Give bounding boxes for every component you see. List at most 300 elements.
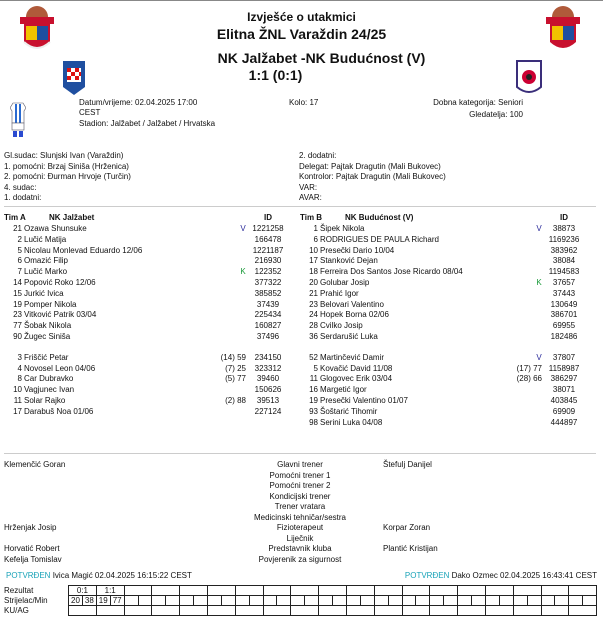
player-role-marker: V bbox=[536, 352, 542, 362]
player-name: Friščić Petar bbox=[24, 352, 69, 362]
score-cell bbox=[235, 586, 263, 596]
substitution-info: (7) 25 bbox=[225, 363, 246, 373]
scorer-minute-split bbox=[430, 596, 457, 605]
score-cell bbox=[69, 596, 97, 606]
player-row bbox=[300, 363, 590, 374]
score-table bbox=[68, 585, 597, 616]
scorer-minute-split bbox=[97, 596, 124, 605]
player-number: 10 bbox=[13, 385, 22, 395]
score-cell bbox=[458, 606, 486, 616]
scorer-part bbox=[458, 596, 472, 605]
scorer-part bbox=[333, 596, 346, 605]
score-cell bbox=[180, 606, 208, 616]
player-name: Vagjunec Ivan bbox=[24, 385, 75, 395]
player-number: 36 bbox=[309, 332, 318, 341]
player-row bbox=[4, 406, 294, 417]
player-row bbox=[4, 320, 294, 331]
score-cell bbox=[180, 586, 208, 596]
scorer-minute-split bbox=[347, 596, 374, 605]
team-name: NK Jalžabet bbox=[49, 213, 95, 222]
score-cell bbox=[569, 596, 597, 606]
player-number: 1 bbox=[313, 224, 318, 233]
score-cell bbox=[541, 586, 569, 596]
player-name: Serdarušić Luka bbox=[320, 332, 378, 341]
score-cell bbox=[152, 586, 180, 596]
staff-role: Pomoćni trener 2 bbox=[269, 481, 331, 490]
match-stadium: Stadion: Jalžabet / Jalžabet / Hrvatska bbox=[79, 119, 216, 128]
player-number: 15 bbox=[13, 288, 22, 298]
scorer-part bbox=[472, 596, 485, 605]
team-name: NK Budućnost (V) bbox=[345, 213, 414, 222]
confirmation-team-b bbox=[405, 571, 597, 580]
player-name: Šipek Nikola bbox=[320, 224, 365, 233]
scorer-part bbox=[208, 596, 222, 605]
player-number: 10 bbox=[309, 245, 318, 255]
player-row bbox=[4, 363, 294, 374]
player-id: 227124 bbox=[254, 406, 282, 416]
staff-name-team-b: Plantić Kristijan bbox=[383, 544, 438, 553]
player-name: Vitković Patrik 03/04 bbox=[24, 310, 97, 320]
player-row bbox=[4, 331, 294, 342]
player-row bbox=[300, 309, 590, 320]
player-id: 444897 bbox=[550, 417, 578, 427]
official-line: 1. pomoćni: Brzaj Siniša (Hrženica) bbox=[4, 161, 129, 171]
player-id: 1158987 bbox=[548, 363, 580, 373]
player-row bbox=[300, 331, 590, 342]
player-row bbox=[300, 395, 590, 406]
player-row bbox=[300, 406, 590, 417]
player-number: 6 bbox=[17, 256, 22, 266]
player-number: 24 bbox=[309, 310, 318, 320]
player-row bbox=[4, 395, 294, 406]
player-name: Novosel Leon 04/06 bbox=[24, 363, 96, 373]
score-cell bbox=[235, 596, 263, 606]
player-id: 216930 bbox=[254, 256, 282, 266]
staff-role: Medicinski tehničar/sestra bbox=[253, 512, 347, 522]
score-cell bbox=[180, 596, 208, 606]
divider bbox=[4, 206, 596, 207]
staff-role: Predstavnik kluba bbox=[268, 544, 332, 553]
player-id: 1194583 bbox=[548, 267, 580, 277]
player-id: 39460 bbox=[256, 374, 280, 384]
player-row bbox=[4, 266, 294, 277]
player-id: 323312 bbox=[254, 363, 282, 373]
kit-icon bbox=[10, 102, 26, 138]
player-id: 37807 bbox=[552, 352, 576, 362]
score-cell bbox=[541, 606, 569, 616]
score-table-row bbox=[69, 596, 597, 606]
player-id: 234150 bbox=[254, 352, 282, 362]
score-cell bbox=[235, 606, 263, 616]
substitution-info: (28) 66 bbox=[516, 374, 542, 384]
player-id: 130649 bbox=[550, 299, 578, 309]
official-line: VAR: bbox=[299, 182, 318, 192]
player-number: 16 bbox=[309, 385, 318, 395]
player-number: 77 bbox=[13, 321, 22, 331]
confirmed-status: POTVRĐEN bbox=[404, 571, 450, 580]
scorer-part bbox=[416, 596, 429, 605]
scorer-part bbox=[180, 596, 194, 605]
player-name: Stanković Dejan bbox=[320, 256, 378, 266]
score-cell bbox=[430, 596, 458, 606]
player-id: 37443 bbox=[552, 288, 576, 298]
scorer-minute-split bbox=[375, 596, 402, 605]
id-header: ID bbox=[264, 213, 272, 222]
player-row bbox=[300, 234, 590, 245]
player-id: 150626 bbox=[254, 385, 282, 395]
scorer-part: 77 bbox=[112, 596, 122, 605]
scorer-part bbox=[500, 596, 513, 605]
player-row bbox=[4, 245, 294, 256]
scorer-part bbox=[305, 596, 318, 605]
official-line: AVAR: bbox=[299, 193, 322, 202]
player-id: 1169236 bbox=[548, 234, 580, 244]
player-name: Popović Roko 12/06 bbox=[24, 278, 96, 287]
score-cell bbox=[319, 606, 347, 616]
scorer-part bbox=[125, 596, 139, 605]
player-id: 1221187 bbox=[252, 245, 284, 255]
match-title: NK Jalžabet -NK Budućnost (V) bbox=[217, 50, 426, 66]
staff-name-team-a: Kefelja Tomislav bbox=[4, 554, 62, 564]
player-number: 7 bbox=[17, 267, 22, 277]
scorer-part bbox=[319, 596, 333, 605]
score-cell bbox=[374, 586, 402, 596]
player-name: Golubar Josip bbox=[320, 278, 370, 287]
staff-name-team-b: Štefulj Danijel bbox=[383, 460, 432, 469]
score-cell bbox=[485, 596, 513, 606]
official-line: 4. sudac: bbox=[4, 182, 37, 192]
score-cell bbox=[513, 606, 541, 616]
scorer-part bbox=[236, 596, 250, 605]
player-name: Presečki Valentino 01/07 bbox=[320, 396, 408, 405]
official-line: 2. dodatni: bbox=[299, 151, 337, 160]
player-id: 38873 bbox=[552, 224, 576, 233]
scorer-part bbox=[583, 596, 596, 605]
scorer-part bbox=[291, 596, 305, 605]
score-cell bbox=[291, 586, 319, 596]
player-number: 14 bbox=[13, 278, 22, 287]
score-cell bbox=[124, 596, 152, 606]
player-row bbox=[4, 223, 294, 234]
score-cell bbox=[207, 596, 235, 606]
player-row bbox=[4, 255, 294, 266]
scorer-part bbox=[444, 596, 457, 605]
team-header bbox=[300, 212, 590, 223]
score-cell bbox=[124, 606, 152, 616]
score-cell bbox=[430, 606, 458, 616]
player-name: Kovačić David 11/08 bbox=[320, 363, 393, 373]
spectators: Gledatelja: 100 bbox=[469, 110, 523, 119]
team-label: Tim B bbox=[300, 213, 323, 222]
score-cell bbox=[291, 596, 319, 606]
player-number: 98 bbox=[309, 417, 318, 427]
score-cell bbox=[346, 586, 374, 596]
score-cell: 1:1 bbox=[96, 586, 124, 596]
scorer-part bbox=[555, 596, 568, 605]
score-cell bbox=[152, 606, 180, 616]
player-id: 37496 bbox=[256, 332, 280, 341]
player-role-marker: K bbox=[240, 267, 246, 277]
scorer-part bbox=[250, 596, 263, 605]
scorer-minute-split bbox=[125, 596, 152, 605]
substitution-info: (14) 59 bbox=[220, 352, 246, 362]
player-name: Prahić Igor bbox=[320, 288, 359, 298]
score-cell bbox=[263, 586, 291, 596]
score-cell bbox=[541, 596, 569, 606]
player-number: 19 bbox=[309, 396, 318, 405]
official-line: Kontrolor: Pajtak Dragutin (Mali Bukovec) bbox=[299, 172, 446, 181]
player-number: 11 bbox=[309, 374, 318, 384]
score-cell bbox=[374, 606, 402, 616]
player-id: 37657 bbox=[552, 278, 576, 287]
player-number: 23 bbox=[13, 310, 22, 320]
match-score: 1:1 (0:1) bbox=[248, 67, 303, 83]
player-name: Margetić Igor bbox=[320, 385, 367, 395]
staff-name-team-a: Hrženjak Josip bbox=[4, 523, 57, 532]
player-number: 28 bbox=[309, 321, 318, 331]
scorer-minute-split bbox=[569, 596, 596, 605]
scorer-minute-split bbox=[69, 596, 96, 605]
player-number: 3 bbox=[17, 352, 22, 362]
player-name: Serini Luka 04/08 bbox=[320, 417, 383, 427]
scorer-part bbox=[166, 596, 179, 605]
score-cell bbox=[513, 586, 541, 596]
player-name: Martinčević Damir bbox=[320, 352, 385, 362]
age-category: Dobna kategorija: Seniori bbox=[433, 98, 523, 107]
player-row bbox=[4, 352, 294, 363]
player-number: 17 bbox=[13, 406, 22, 416]
scorer-part bbox=[514, 596, 528, 605]
report-title: Izvješće o utakmici bbox=[247, 10, 356, 24]
scorer-minute-split bbox=[403, 596, 430, 605]
staff-name-team-a: Klemenčić Goran bbox=[4, 460, 66, 469]
substitution-info: (2) 88 bbox=[225, 396, 246, 405]
official-line: Delegat: Pajtak Dragutin (Mali Bukovec) bbox=[299, 161, 441, 171]
scorer-part bbox=[152, 596, 166, 605]
scorer-minute-split bbox=[180, 596, 207, 605]
player-id: 383962 bbox=[550, 245, 578, 255]
player-number: 4 bbox=[17, 363, 22, 373]
scorer-part bbox=[139, 596, 152, 605]
scorer-part bbox=[569, 596, 583, 605]
player-name: Darabuš Noa 01/06 bbox=[24, 406, 94, 416]
score-cell bbox=[124, 586, 152, 596]
player-row bbox=[300, 277, 590, 288]
label-ku-ag: KU/AG bbox=[4, 606, 29, 615]
player-number: 90 bbox=[13, 332, 22, 341]
player-name: RODRIGUES DE PAULA Richard bbox=[320, 234, 439, 244]
score-cell bbox=[319, 596, 347, 606]
staff-role: Glavni trener bbox=[277, 460, 323, 469]
player-id: 1221258 bbox=[252, 224, 284, 233]
player-name: Belovari Valentino bbox=[320, 299, 384, 309]
player-role-marker: V bbox=[240, 224, 246, 233]
player-id: 403845 bbox=[550, 396, 578, 405]
scorer-part bbox=[430, 596, 444, 605]
score-cell bbox=[69, 606, 97, 616]
score-cell bbox=[458, 586, 486, 596]
player-id: 37439 bbox=[256, 299, 280, 309]
player-name: Omazić Filip bbox=[24, 256, 69, 266]
scorer-minute-split bbox=[458, 596, 485, 605]
player-number: 20 bbox=[309, 278, 318, 287]
scorer-minute-split bbox=[542, 596, 569, 605]
player-row bbox=[4, 277, 294, 288]
confirmed-status: POTVRĐEN bbox=[6, 571, 51, 580]
player-id: 386297 bbox=[550, 374, 578, 384]
player-name: Pomper Nikola bbox=[24, 299, 77, 309]
score-cell bbox=[430, 586, 458, 596]
player-number: 21 bbox=[309, 288, 318, 298]
player-id: 377322 bbox=[254, 278, 282, 287]
score-cell bbox=[485, 586, 513, 596]
player-id: 39513 bbox=[256, 396, 280, 405]
substitution-info: (5) 77 bbox=[225, 374, 246, 384]
player-number: 17 bbox=[309, 256, 318, 266]
player-id: 38071 bbox=[552, 385, 576, 395]
player-number: 5 bbox=[313, 363, 318, 373]
player-id: 225434 bbox=[254, 310, 282, 320]
competition-title: Elitna ŽNL Varaždin 24/25 bbox=[216, 26, 387, 42]
confirmation-team-a bbox=[6, 571, 192, 580]
player-number: 52 bbox=[309, 352, 318, 362]
score-cell bbox=[346, 596, 374, 606]
scorer-minute-split bbox=[236, 596, 263, 605]
scorer-part bbox=[222, 596, 235, 605]
score-cell bbox=[402, 606, 430, 616]
player-id: 69909 bbox=[552, 406, 576, 416]
score-cell bbox=[346, 606, 374, 616]
official-line: 2. pomoćni: Đurman Hrvoje (Turčin) bbox=[4, 172, 131, 181]
match-timezone: CEST bbox=[79, 108, 101, 117]
player-row bbox=[4, 373, 294, 384]
player-id: 122352 bbox=[254, 267, 282, 277]
player-name: Cvilko Josip bbox=[320, 321, 363, 331]
score-table-labels bbox=[4, 586, 48, 616]
scorer-part bbox=[528, 596, 541, 605]
scorer-minute-split bbox=[486, 596, 513, 605]
player-row bbox=[300, 266, 590, 277]
player-row bbox=[4, 234, 294, 245]
score-cell bbox=[96, 596, 124, 606]
player-row bbox=[300, 288, 590, 299]
score-cell bbox=[458, 596, 486, 606]
score-cell bbox=[402, 586, 430, 596]
staff-name-team-a: Horvatić Robert bbox=[4, 544, 60, 553]
scorer-part bbox=[486, 596, 500, 605]
player-name: Solar Rajko bbox=[24, 396, 66, 405]
staff-role: Fizioterapeut bbox=[276, 523, 324, 532]
score-cell bbox=[374, 596, 402, 606]
player-id: 385852 bbox=[254, 288, 282, 298]
team-label: Tim A bbox=[4, 213, 26, 222]
scorer-part bbox=[375, 596, 389, 605]
player-name: Presečki Dario 10/04 bbox=[320, 245, 395, 255]
staff-role: Povjerenik za sigurnost bbox=[258, 554, 342, 564]
score-table-row bbox=[69, 586, 597, 596]
scorer-part bbox=[264, 596, 278, 605]
player-id: 160827 bbox=[254, 321, 282, 331]
scorer-part: 38 bbox=[84, 596, 94, 605]
score-cell bbox=[263, 606, 291, 616]
player-number: 5 bbox=[17, 245, 22, 255]
player-row bbox=[300, 373, 590, 384]
official-line: Gl.sudac: Slunjski Ivan (Varaždin) bbox=[4, 151, 124, 160]
divider bbox=[4, 453, 596, 454]
score-cell bbox=[402, 596, 430, 606]
player-name: Šoštarić Tihomir bbox=[320, 406, 378, 416]
player-row bbox=[4, 384, 294, 395]
scorer-minute-split bbox=[152, 596, 179, 605]
player-number: 23 bbox=[309, 299, 318, 309]
player-name: Glogovec Erik 03/04 bbox=[320, 374, 393, 384]
score-table-row bbox=[69, 606, 597, 616]
label-scorer: Strijelac/Min bbox=[4, 596, 48, 605]
staff-name-team-b: Korpar Zoran bbox=[383, 523, 431, 532]
score-cell bbox=[207, 606, 235, 616]
official-line: 1. dodatni: bbox=[4, 193, 42, 202]
player-number: 8 bbox=[17, 374, 22, 384]
score-cell bbox=[485, 606, 513, 616]
match-datetime: Datum/vrijeme: 02.04.2025 17:00 bbox=[79, 98, 198, 107]
player-number: 11 bbox=[13, 396, 22, 405]
match-round: Kolo: 17 bbox=[289, 98, 319, 107]
score-cell bbox=[207, 586, 235, 596]
player-row bbox=[4, 299, 294, 310]
player-id: 166478 bbox=[254, 234, 282, 244]
scorer-part bbox=[542, 596, 556, 605]
player-name: Jurkić Ivica bbox=[24, 288, 64, 298]
top-border bbox=[0, 0, 603, 1]
id-header: ID bbox=[560, 213, 568, 222]
staff-role: Pomoćni trener 1 bbox=[269, 470, 331, 480]
player-role-marker: V bbox=[536, 224, 542, 233]
player-name: Ozawa Shunsuke bbox=[24, 224, 87, 233]
player-row bbox=[4, 288, 294, 299]
scorer-minute-split bbox=[291, 596, 318, 605]
player-name: Šobak Nikola bbox=[24, 321, 72, 331]
scorer-minute-split bbox=[514, 596, 541, 605]
player-row bbox=[300, 255, 590, 266]
player-id: 386701 bbox=[550, 310, 578, 320]
player-row bbox=[300, 384, 590, 395]
label-result: Rezultat bbox=[4, 586, 34, 595]
score-cell bbox=[263, 596, 291, 606]
player-row bbox=[300, 320, 590, 331]
confirmed-by: Dako Ozmec 02.04.2025 16:43:41 CEST bbox=[451, 571, 597, 580]
player-name: Hopek Borna 02/06 bbox=[320, 310, 389, 320]
staff-role: Kondicijski trener bbox=[269, 491, 331, 501]
scorer-part: 19 bbox=[97, 596, 111, 605]
player-name: Car Dubravko bbox=[24, 374, 74, 384]
player-number: 2 bbox=[17, 234, 22, 244]
score-cell bbox=[569, 586, 597, 596]
player-row bbox=[300, 223, 590, 234]
scorer-part bbox=[194, 596, 207, 605]
player-name: Ferreira Dos Santos Jose Ricardo 08/04 bbox=[320, 267, 463, 277]
staff-role: Liječnik bbox=[286, 533, 314, 543]
score-cell bbox=[291, 606, 319, 616]
scorer-part bbox=[347, 596, 361, 605]
player-row bbox=[300, 245, 590, 256]
player-row bbox=[300, 417, 590, 428]
scorer-minute-split bbox=[264, 596, 291, 605]
player-number: 19 bbox=[13, 299, 22, 309]
player-number: 93 bbox=[309, 406, 318, 416]
scorer-part: 20 bbox=[69, 596, 83, 605]
player-id: 38084 bbox=[552, 256, 576, 266]
score-cell bbox=[319, 586, 347, 596]
